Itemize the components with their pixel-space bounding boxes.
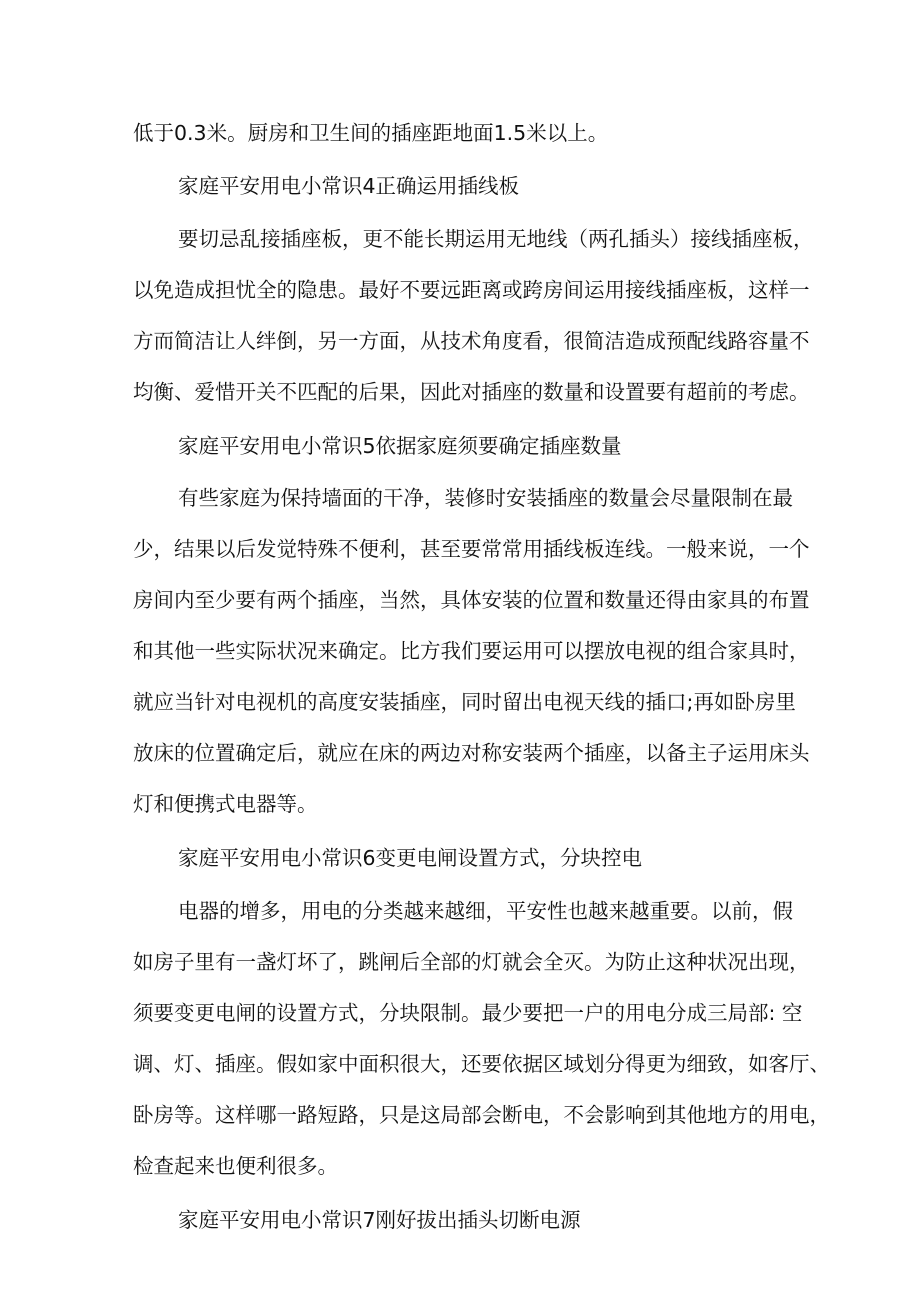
text-line: 须要变更电闸的设置方式，分块限制。最少要把一户的用电分成三局部: 空 [133,1001,803,1025]
text-line: 检查起来也便利很多。 [133,1154,338,1178]
section-heading: 家庭平安用电小常识5依据家庭须要确定插座数量 [178,434,622,458]
text-line: 要切忌乱接插座板，更不能长期运用无地线（两孔插头）接线插座板， [178,227,814,251]
text-line: 调、灯、插座。假如家中面积很大，还要依据区域划分得更为细致，如客厅、 [133,1052,830,1076]
text-line: 有些家庭为保持墙面的干净，装修时安装插座的数量会尽量限制在最 [178,486,793,510]
text-line: 房间内至少要有两个插座，当然，具体安装的位置和数量还得由家具的布置 [133,588,810,612]
text-line: 灯和便携式电器等。 [133,792,318,816]
text-line: 电器的增多，用电的分类越来越细，平安性也越来越重要。以前，假 [178,899,793,923]
text-line: 卧房等。这样哪一路短路，只是这局部会断电，不会影响到其他地方的用电， [133,1103,830,1127]
section-heading: 家庭平安用电小常识6变更电闸设置方式，分块控电 [178,846,643,870]
text-line: 就应当针对电视机的高度安装插座，同时留出电视天线的插口;再如卧房里 [133,690,796,714]
section-heading: 家庭平安用电小常识4正确运用插线板 [178,174,520,198]
text-line: 均衡、爱惜开关不匹配的后果，因此对插座的数量和设置要有超前的考虑。 [133,380,810,404]
text-line: 低于0.3米。厨房和卫生间的插座距地面1.5米以上。 [133,121,609,145]
text-line: 如房子里有一盏灯坏了，跳闸后全部的灯就会全灭。为防止这种状况出现， [133,950,810,974]
text-line: 方而简洁让人绊倒，另一方面，从技术角度看，很简洁造成预配线路容量不 [133,329,810,353]
text-line: 少，结果以后发觉特殊不便利，甚至要常常用插线板连线。一般来说，一个 [133,537,810,561]
section-heading: 家庭平安用电小常识7刚好拔出插头切断电源 [178,1208,581,1232]
text-line: 和其他一些实际状况来确定。比方我们要运用可以摆放电视的组合家具时， [133,639,810,663]
text-line: 放床的位置确定后，就应在床的两边对称安装两个插座，以备主子运用床头 [133,741,810,765]
text-line: 以免造成担忧全的隐患。最好不要远距离或跨房间运用接线插座板，这样一 [133,278,810,302]
